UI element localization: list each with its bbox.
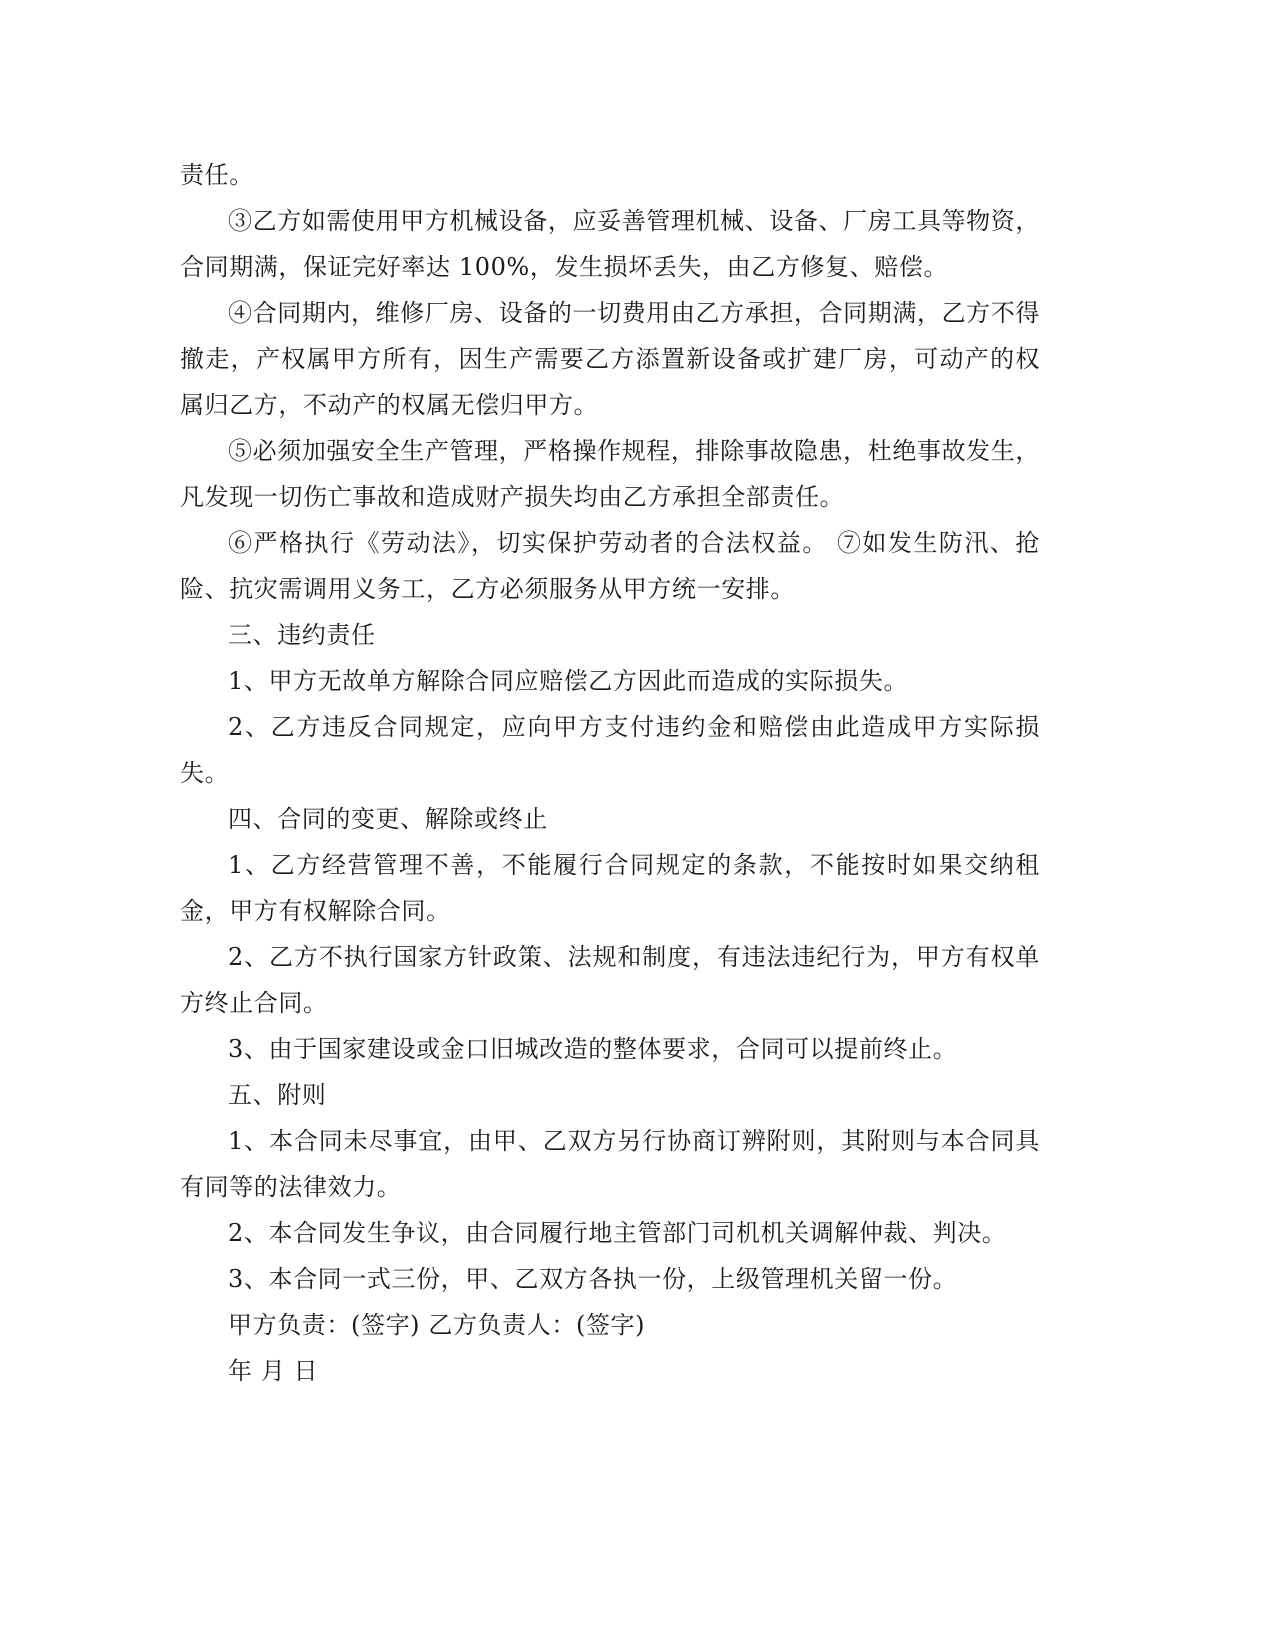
section-heading-change: 四、合同的变更、解除或终止 [228,805,548,833]
signature-line: 甲方负责：(签字) 乙方负责人：(签字) [228,1311,646,1339]
document-body [180,152,1040,1394]
paragraph-appendix-1: 1、本合同未尽事宜，由甲、乙双方另行协商订辨附则，其附则与本合同具有同等的法律效力。 [180,1127,1040,1201]
paragraph-change-3: 3、由于国家建设或金口旧城改造的整体要求，合同可以提前终止。 [228,1035,958,1063]
paragraph-clause-6-7: ⑥严格执行《劳动法》，切实保护劳动者的合法权益。 ⑦如发生防汛、抢险、抗灾需调用义务工，乙方必须服务从甲方统一安排。 [180,529,1040,603]
section-heading-breach: 三、违约责任 [228,621,376,649]
section-heading-appendix: 五、附则 [228,1081,327,1109]
paragraph-appendix-2: 2、本合同发生争议，由合同履行地主管部门司机机关调解仲裁、判决。 [228,1219,1007,1247]
paragraph-clause-5: ⑤必须加强安全生产管理，严格操作规程，排除事故隐患，杜绝事故发生，凡发现一切伤亡事故和造成财产损失均由乙方承担全部责任。 [180,437,1040,511]
paragraph-clause-4: ④合同期内，维修厂房、设备的一切费用由乙方承担，合同期满，乙方不得撤走，产权属甲方所有，因生产需要乙方添置新设备或扩建厂房，可动产的权属归乙方，不动产的权属无偿归甲方。 [180,299,1040,419]
paragraph-change-2: 2、乙方不执行国家方针政策、法规和制度，有违法违纪行为，甲方有权单方终止合同。 [180,943,1040,1017]
paragraph-breach-2: 2、乙方违反合同规定，应向甲方支付违约金和赔偿由此造成甲方实际损失。 [180,713,1040,787]
paragraph-continuation: 责任。 [180,161,254,189]
paragraph-clause-3: ③乙方如需使用甲方机械设备，应妥善管理机械、设备、厂房工具等物资，合同期满，保证完好率达 100%，发生损坏丢失，由乙方修复、赔偿。 [180,207,1040,281]
paragraph-change-1: 1、乙方经营管理不善，不能履行合同规定的条款，不能按时如果交纳租金，甲方有权解除合同。 [180,851,1040,925]
paragraph-breach-1: 1、甲方无故单方解除合同应赔偿乙方因此而造成的实际损失。 [228,667,909,695]
paragraph-appendix-3: 3、本合同一式三份，甲、乙双方各执一份，上级管理机关留一份。 [228,1265,958,1293]
date-line: 年 月 日 [228,1357,319,1385]
